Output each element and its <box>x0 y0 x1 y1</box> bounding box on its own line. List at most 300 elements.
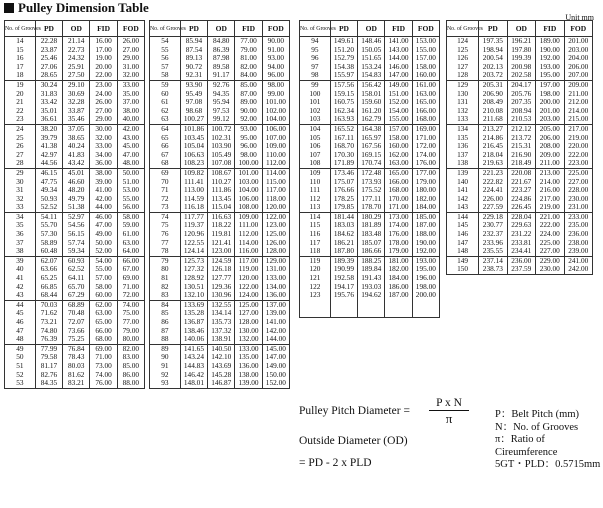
table-cell: 73 <box>150 203 181 212</box>
table-cell: 158.00 <box>412 63 439 72</box>
table-cell: 41 <box>5 274 36 283</box>
table-cell: 76.00 <box>90 379 117 388</box>
table-cell: 117.77 <box>180 212 207 221</box>
table-cell: 140 <box>447 178 479 187</box>
table-cell: 40.00 <box>117 115 144 124</box>
table-cell: 181.00 <box>385 256 412 265</box>
table-cell: 193.00 <box>412 256 439 265</box>
table-cell: 44 <box>5 300 36 309</box>
table-cell: 111.86 <box>208 186 235 195</box>
table-cell: 14 <box>5 37 36 46</box>
table-cell: 74.00 <box>117 300 144 309</box>
table-cell: 52 <box>5 371 36 380</box>
table-cell: 53 <box>5 379 36 388</box>
table-cell: 196.00 <box>412 274 439 283</box>
table-cell: 100.27 <box>180 115 207 124</box>
table-cell: 174.00 <box>385 221 412 230</box>
table-cell: 111 <box>300 186 331 195</box>
table-cell: 68.00 <box>90 335 117 344</box>
table-cell: 127.32 <box>180 265 207 274</box>
table-cell: 200.00 <box>412 291 439 300</box>
table-cell: 76 <box>150 230 181 239</box>
column-header: FID <box>235 21 262 37</box>
table-cell: 184.00 <box>385 274 412 283</box>
table-cell: 100.00 <box>235 159 262 168</box>
table-cell: 124.00 <box>235 291 262 300</box>
table-cell: 49.34 <box>35 186 62 195</box>
table-cell: 84.80 <box>208 37 235 46</box>
table-cell: 179.00 <box>412 178 439 187</box>
table-cell: 227.00 <box>536 247 564 256</box>
table-cell: 157.00 <box>385 124 412 133</box>
table-cell: 40 <box>5 265 36 274</box>
table-cell: 96 <box>300 54 331 63</box>
table-cell: 206.90 <box>479 90 507 99</box>
table-cell: 41.83 <box>63 151 90 160</box>
table-cell: 44.56 <box>35 159 62 168</box>
table-cell: 127.00 <box>235 309 262 318</box>
column-header: PD <box>35 21 62 37</box>
table-cell: 68 <box>150 159 181 168</box>
table-cell: 130.51 <box>180 283 207 292</box>
table-cell: 151.00 <box>385 90 412 99</box>
table-cell: 109.00 <box>235 212 262 221</box>
table-cell: 39.00 <box>90 178 117 187</box>
table-cell: 37.05 <box>63 124 90 133</box>
table-cell: 77.00 <box>235 37 262 46</box>
table-cell: 137.32 <box>208 327 235 336</box>
formula-block <box>299 385 599 505</box>
table-cell: 180.00 <box>412 186 439 195</box>
column-header: PD <box>330 21 357 37</box>
table-cell: 225.00 <box>564 168 592 177</box>
table-cell: 111.41 <box>180 178 207 187</box>
table-cell: 85 <box>150 309 181 318</box>
table-cell: 43 <box>5 291 36 300</box>
table-cell: 195.76 <box>330 291 357 300</box>
table-cell: 167.11 <box>330 134 357 143</box>
table-cell: 178.00 <box>385 239 412 248</box>
table-cell: 46 <box>5 318 36 327</box>
table-cell: 36 <box>5 230 36 239</box>
table-cell: 187.00 <box>385 291 412 300</box>
table-cell: 125.00 <box>262 230 289 239</box>
table-cell: 130.96 <box>208 291 235 300</box>
table-cell: 138 <box>447 159 479 168</box>
table-cell: 116.00 <box>235 247 262 256</box>
table-cell: 92.31 <box>180 71 207 80</box>
table-cell: 139 <box>447 168 479 177</box>
table-cell: 132.55 <box>208 300 235 309</box>
pulley-table-1 <box>4 20 145 389</box>
empty-cell <box>358 308 385 317</box>
table-row <box>300 291 440 300</box>
table-cell: 38 <box>5 247 36 256</box>
table-cell: 91.17 <box>208 71 235 80</box>
column-header: FOD <box>117 21 144 37</box>
table-cell: 98.00 <box>262 80 289 89</box>
table-cell: 87.98 <box>208 54 235 63</box>
table-cell: 200.54 <box>479 54 507 63</box>
column-header: FID <box>90 21 117 37</box>
table-cell: 65 <box>150 134 181 143</box>
table-cell: 22.73 <box>63 46 90 55</box>
table-cell: 152.00 <box>385 98 412 107</box>
table-cell: 62.00 <box>90 300 117 309</box>
table-cell: 47.00 <box>117 151 144 160</box>
table-cell: 72.07 <box>63 318 90 327</box>
table-cell: 179.00 <box>385 247 412 256</box>
table-cell: 173.46 <box>330 168 357 177</box>
column-header: No. of Grooves <box>150 21 181 37</box>
table-cell: 144.00 <box>262 335 289 344</box>
table-cell: 66.00 <box>117 256 144 265</box>
table-cell: 182.00 <box>412 195 439 204</box>
empty-cell <box>358 300 385 309</box>
table-cell: 38.00 <box>117 107 144 116</box>
table-cell: 178.25 <box>330 195 357 204</box>
table-cell: 217.00 <box>564 124 592 133</box>
table-cell: 132 <box>447 107 479 116</box>
table-cell: 67.00 <box>117 265 144 274</box>
table-cell: 42.97 <box>35 151 62 160</box>
table-cell: 214.00 <box>564 107 592 116</box>
table-cell: 96.00 <box>262 71 289 80</box>
table-cell: 119.00 <box>235 265 262 274</box>
table-cell: 148.01 <box>180 379 207 388</box>
table-cell: 165.00 <box>385 168 412 177</box>
table-cell: 176.00 <box>412 159 439 168</box>
pitch-diameter-label: Pulley Pitch Diameter = <box>299 405 410 417</box>
table-cell: 150 <box>447 265 479 274</box>
table-cell: 112.00 <box>235 230 262 239</box>
table-cell: 117.00 <box>235 256 262 265</box>
table-cell: 233.81 <box>507 239 535 248</box>
table-cell: 185.00 <box>412 212 439 221</box>
table-cell: 216.45 <box>479 142 507 151</box>
table-cell: 33 <box>5 203 36 212</box>
table-cell: 110.27 <box>208 178 235 187</box>
table-cell: 38.00 <box>90 168 117 177</box>
table-cell: 93.00 <box>262 54 289 63</box>
table-cell: 89 <box>150 344 181 353</box>
table-cell: 152.79 <box>330 54 357 63</box>
table-cell: 141.00 <box>385 37 412 46</box>
table-cell: 97 <box>300 63 331 72</box>
table-cell: 210.53 <box>507 115 535 124</box>
table-cell: 183.48 <box>358 230 385 239</box>
table-cell: 87 <box>150 327 181 336</box>
table-cell: 209.00 <box>564 80 592 89</box>
table-cell: 58 <box>150 71 181 80</box>
table-cell: 33.87 <box>63 107 90 116</box>
table-cell: 176.66 <box>330 186 357 195</box>
table-cell: 163.00 <box>385 159 412 168</box>
table-cell: 26.00 <box>90 98 117 107</box>
table-cell: 194.62 <box>358 291 385 300</box>
table-cell: 102.31 <box>208 134 235 143</box>
table-row <box>447 203 593 212</box>
table-cell: 63.00 <box>90 309 117 318</box>
table-cell: 125.00 <box>235 300 262 309</box>
table-cell: 23 <box>5 115 36 124</box>
table-cell: 182.00 <box>385 265 412 274</box>
table-cell: 32 <box>5 195 36 204</box>
table-cell: 86.00 <box>117 371 144 380</box>
table-cell: 72 <box>150 195 181 204</box>
table-cell: 120 <box>300 265 331 274</box>
table-cell: 76.39 <box>35 335 62 344</box>
table-cell: 45.01 <box>63 168 90 177</box>
table-cell: 57.00 <box>90 274 117 283</box>
column-header: PD <box>479 21 507 37</box>
table-cell: 211.00 <box>564 90 592 99</box>
table-cell: 149.00 <box>262 362 289 371</box>
table-cell: 81.62 <box>63 371 90 380</box>
table-cell: 109 <box>300 168 331 177</box>
table-cell: 115.00 <box>262 178 289 187</box>
table-cell: 196.21 <box>507 37 535 46</box>
table-cell: 43.00 <box>117 134 144 143</box>
table-cell: 200.00 <box>536 98 564 107</box>
table-row <box>150 203 290 212</box>
table-cell: 173.93 <box>358 178 385 187</box>
table-cell: 53.00 <box>117 186 144 195</box>
table-cell: 160.00 <box>385 142 412 151</box>
table-cell: 193.03 <box>358 283 385 292</box>
table-cell: 129 <box>447 80 479 89</box>
table-cell: 45 <box>5 309 36 318</box>
table-cell: 34.00 <box>90 151 117 160</box>
table-cell: 191.43 <box>358 274 385 283</box>
table-cell: 225.00 <box>536 239 564 248</box>
table-cell: 135.00 <box>235 353 262 362</box>
table-cell: 101.00 <box>235 168 262 177</box>
table-cell: 120.00 <box>262 203 289 212</box>
table-cell: 162.00 <box>385 151 412 160</box>
table-cell: 35.00 <box>117 90 144 99</box>
table-cell: 133.00 <box>235 344 262 353</box>
table-cell: 85.00 <box>235 80 262 89</box>
pulley-table-4 <box>446 20 593 275</box>
table-cell: 205.31 <box>479 80 507 89</box>
column-header: FID <box>385 21 412 37</box>
table-cell: 54.56 <box>63 221 90 230</box>
table-cell: 73.00 <box>90 362 117 371</box>
table-cell: 231.22 <box>507 230 535 239</box>
table-cell: 113.00 <box>180 186 207 195</box>
empty-cell <box>300 300 331 309</box>
table-cell: 47.75 <box>35 178 62 187</box>
table-cell: 226.00 <box>479 195 507 204</box>
table-cell: 228.04 <box>507 212 535 221</box>
table-cell: 59 <box>150 80 181 89</box>
table-cell: 170.74 <box>358 159 385 168</box>
table-cell: 206.00 <box>564 63 592 72</box>
table-cell: 105 <box>300 134 331 143</box>
table-cell: 178.70 <box>358 203 385 212</box>
table-cell: 90.00 <box>262 37 289 46</box>
table-cell: 186.21 <box>330 239 357 248</box>
table-cell: 115 <box>300 221 331 230</box>
table-cell: 50.00 <box>117 168 144 177</box>
table-cell: 83.00 <box>117 353 144 362</box>
table-cell: 133 <box>447 115 479 124</box>
table-cell: 233.00 <box>564 212 592 221</box>
column-header: FOD <box>412 21 439 37</box>
table-cell: 229.63 <box>507 221 535 230</box>
table-cell: 230.77 <box>479 221 507 230</box>
table-cell: 222.00 <box>536 221 564 230</box>
table-cell: 84 <box>150 300 181 309</box>
table-cell: 100.72 <box>208 124 235 133</box>
unit-label: Unit mm <box>565 13 594 22</box>
table-cell: 63 <box>150 115 181 124</box>
column-header: FID <box>536 21 564 37</box>
table-cell: 56 <box>150 54 181 63</box>
table-cell: 154.00 <box>385 107 412 116</box>
table-cell: 92 <box>150 371 181 380</box>
table-cell: 96.00 <box>235 142 262 151</box>
table-cell: 145.00 <box>262 344 289 353</box>
table-cell: 63.66 <box>35 265 62 274</box>
table-cell: 175.07 <box>330 178 357 187</box>
table-cell: 208.94 <box>507 107 535 116</box>
table-cell: 165.52 <box>330 124 357 133</box>
table-cell: 109.82 <box>180 168 207 177</box>
table-cell: 108.00 <box>235 203 262 212</box>
table-cell: 229.18 <box>479 212 507 221</box>
table-cell: 136.00 <box>262 291 289 300</box>
column-header: No. of Grooves <box>300 21 331 37</box>
table-cell: 128.00 <box>235 318 262 327</box>
table-cell: 89.13 <box>180 54 207 63</box>
table-cell: 140.50 <box>208 344 235 353</box>
table-cell: 19.00 <box>90 54 117 63</box>
table-cell: 222.82 <box>479 178 507 187</box>
table-cell: 49.00 <box>90 230 117 239</box>
table-cell: 232.37 <box>479 230 507 239</box>
table-cell: 150.00 <box>262 371 289 380</box>
table-cell: 103 <box>300 115 331 124</box>
table-cell: 21 <box>5 98 36 107</box>
table-cell: 41.00 <box>90 186 117 195</box>
empty-cell <box>412 300 439 309</box>
outside-diameter-formula: = PD - 2 x PLD <box>299 457 372 469</box>
table-cell: 183.03 <box>330 221 357 230</box>
table-cell: 147.00 <box>385 71 412 80</box>
table-cell: 219.00 <box>564 134 592 143</box>
table-cell: 95.00 <box>235 134 262 143</box>
table-cell: 102 <box>300 107 331 116</box>
table-cell: 177.00 <box>412 168 439 177</box>
table-cell: 198.00 <box>536 90 564 99</box>
table-cell: 68.44 <box>35 291 62 300</box>
table-cell: 179.85 <box>330 203 357 212</box>
table-cell: 203.72 <box>479 71 507 80</box>
table-cell: 92.00 <box>235 115 262 124</box>
table-cell: 75.00 <box>117 309 144 318</box>
table-cell: 147.00 <box>262 353 289 362</box>
table-cell: 94.00 <box>262 63 289 72</box>
table-cell: 119.37 <box>180 221 207 230</box>
table-cell: 71 <box>150 186 181 195</box>
table-cell: 123.00 <box>208 247 235 256</box>
column-header: PD <box>180 21 207 37</box>
table-cell: 148.46 <box>358 37 385 46</box>
table-cell: 69.00 <box>117 274 144 283</box>
table-cell: 31.83 <box>35 90 62 99</box>
table-cell: 82.00 <box>235 63 262 72</box>
legend-belt-pitch: P：Belt Pitch (mm) <box>495 409 579 420</box>
table-cell: 235.00 <box>564 221 592 230</box>
table-cell: 236.00 <box>507 256 535 265</box>
table-cell: 218.49 <box>507 159 535 168</box>
table-cell: 169.00 <box>412 124 439 133</box>
table-cell: 57.30 <box>35 230 62 239</box>
table-cell: 52.00 <box>90 247 117 256</box>
table-cell: 145.28 <box>208 371 235 380</box>
table-cell: 56.15 <box>63 230 90 239</box>
table-cell: 49 <box>5 344 36 353</box>
table-cell: 145 <box>447 221 479 230</box>
table-cell: 203.00 <box>564 46 592 55</box>
table-cell: 91.00 <box>262 46 289 55</box>
table-cell: 149 <box>447 256 479 265</box>
table-cell: 106.00 <box>262 124 289 133</box>
table-cell: 71.00 <box>117 283 144 292</box>
table-cell: 213.27 <box>479 124 507 133</box>
empty-cell <box>412 308 439 317</box>
table-cell: 65.70 <box>63 283 90 292</box>
table-cell: 136.87 <box>180 318 207 327</box>
table-cell: 57 <box>150 63 181 72</box>
column-header: FOD <box>262 21 289 37</box>
table-cell: 156.42 <box>358 80 385 89</box>
table-cell: 227.59 <box>479 203 507 212</box>
table-cell: 118.22 <box>208 221 235 230</box>
table-cell: 165.00 <box>412 98 439 107</box>
table-cell: 148 <box>447 247 479 256</box>
empty-cell <box>385 300 412 309</box>
table-cell: 88.00 <box>117 379 144 388</box>
page-title-text: Pulley Dimension Table <box>18 0 149 15</box>
table-cell: 224.41 <box>479 186 507 195</box>
table-cell: 81 <box>150 274 181 283</box>
table-cell: 59.00 <box>117 221 144 230</box>
table-cell: 188.25 <box>358 256 385 265</box>
table-row <box>5 247 145 256</box>
table-cell: 74.80 <box>35 327 62 336</box>
table-cell: 205.76 <box>507 90 535 99</box>
table-cell: 46.60 <box>63 178 90 187</box>
table-cell: 126.00 <box>262 239 289 248</box>
table-cell: 29 <box>5 168 36 177</box>
table-cell: 95.49 <box>180 90 207 99</box>
table-cell: 24 <box>5 124 36 133</box>
table-cell: 33.00 <box>117 80 144 89</box>
table-cell: 49.79 <box>63 195 90 204</box>
pulley-table-3 <box>299 20 440 318</box>
table-cell: 149.61 <box>330 37 357 46</box>
table-cell: 43.42 <box>63 159 90 168</box>
table-cell: 95 <box>300 46 331 55</box>
table-cell: 70 <box>150 178 181 187</box>
legend-pld: 5GT・PLD：0.5715mm <box>495 459 601 470</box>
table-cell: 73.66 <box>63 327 90 336</box>
table-cell: 61 <box>150 98 181 107</box>
table-cell: 158.01 <box>358 90 385 99</box>
